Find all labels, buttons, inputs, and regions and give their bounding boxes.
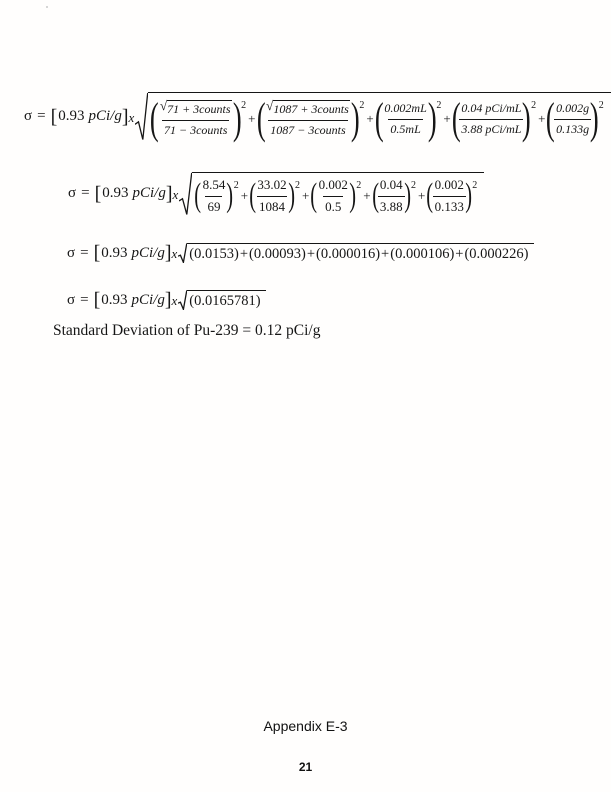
coefficient-value: 0.93 — [102, 185, 129, 202]
left-paren: ( — [150, 94, 160, 143]
scan-speck — [46, 6, 48, 8]
left-paren: ( — [194, 177, 202, 215]
fraction — [378, 177, 405, 216]
equation-1 — [24, 92, 611, 141]
coefficient-unit: pCi/g — [88, 108, 122, 124]
coefficient-value: 0.93 — [101, 291, 128, 308]
multiply-sign: x — [128, 109, 135, 125]
radical-icon — [179, 172, 192, 216]
coefficient-unit: pCi/g — [131, 244, 165, 261]
sigma-symbol: σ — [24, 108, 33, 124]
coefficient-value: 0.93 — [101, 244, 128, 261]
exponent: 2 — [531, 100, 537, 111]
squared-ratio-term — [311, 177, 361, 216]
plus-sign: + — [248, 111, 256, 126]
right-paren: ) — [226, 177, 234, 215]
right-paren: ) — [403, 177, 411, 215]
plus-sign: + — [417, 188, 426, 204]
fraction — [433, 177, 466, 216]
fraction-numerator: 0.04 — [379, 177, 403, 192]
page-number: 21 — [298, 760, 313, 774]
variance-term: (0.00093) — [249, 246, 306, 262]
fraction-numerator: 33.02 — [257, 177, 287, 192]
plus-sign: + — [240, 188, 249, 204]
left-paren: ( — [374, 94, 384, 143]
squared-ratio-term — [546, 94, 604, 143]
left-bracket: [ — [94, 182, 102, 205]
coefficient-unit: pCi/g — [131, 291, 165, 308]
exponent: 2 — [233, 180, 239, 191]
appendix-label: Appendix E-3 — [263, 718, 348, 734]
fraction — [158, 97, 234, 138]
fraction-numerator: 0.04 pCi/mL — [461, 100, 522, 115]
fraction-numerator — [158, 97, 234, 120]
right-paren: ) — [287, 177, 295, 215]
radical-icon — [135, 92, 148, 141]
fraction — [554, 101, 591, 137]
fraction-numerator: 0.002 — [434, 177, 464, 192]
variance-term: (0.0153) — [189, 246, 239, 262]
fraction-numerator: 0.002g — [556, 100, 590, 115]
exponent: 2 — [359, 100, 365, 111]
squared-ratio-term — [150, 94, 247, 143]
fraction — [255, 177, 288, 216]
exponent: 2 — [241, 100, 247, 111]
fraction-denominator: 0.133 — [433, 196, 466, 216]
coefficient-unit: pCi/g — [132, 185, 166, 202]
squared-ratio-term — [256, 94, 365, 143]
fraction-denominator: 0.133g — [554, 119, 591, 138]
multiply-sign: x — [172, 186, 179, 202]
fraction-numerator — [264, 97, 352, 120]
radicand — [192, 172, 484, 216]
equation-prefix — [24, 107, 134, 127]
plus-sign: + — [538, 111, 546, 126]
fraction — [459, 101, 523, 137]
right-bracket: ] — [164, 289, 172, 311]
equals-sign: = — [80, 291, 89, 308]
fraction-denominator: 3.88 pCi/mL — [459, 119, 523, 138]
multiply-sign: x — [171, 293, 178, 308]
left-paren: ( — [310, 177, 318, 215]
right-paren: ) — [590, 94, 599, 143]
fraction — [264, 97, 352, 138]
plus-sign: + — [301, 188, 310, 204]
inner-radicand: 1087 + 3counts — [273, 101, 349, 116]
squared-ratio-term — [250, 177, 300, 216]
radical-icon — [178, 290, 187, 310]
left-paren: ( — [546, 94, 556, 143]
squared-ratio-term — [195, 177, 238, 216]
plus-sign: + — [443, 111, 451, 126]
exponent: 2 — [598, 100, 604, 111]
fraction-denominator: 71 − 3counts — [162, 120, 229, 139]
radical-icon: √ — [159, 97, 168, 113]
right-paren: ) — [465, 177, 472, 215]
radicand — [148, 92, 610, 141]
sigma-symbol: σ — [68, 185, 77, 202]
radicand — [187, 243, 533, 263]
inner-square-root — [159, 97, 232, 118]
fraction-denominator: 0.5 — [323, 196, 343, 216]
square-root — [179, 172, 484, 216]
square-root — [178, 290, 265, 310]
fraction-numerator: 0.002 — [318, 177, 348, 192]
plus-sign: + — [381, 246, 390, 262]
radical-icon: √ — [266, 97, 274, 113]
variance-term: (0.000016) — [316, 246, 381, 262]
equation-3 — [67, 243, 534, 263]
left-bracket: [ — [93, 242, 101, 264]
plus-sign: + — [306, 246, 315, 262]
right-paren: ) — [522, 94, 532, 143]
squared-ratio-term — [427, 177, 477, 216]
plus-sign: + — [239, 246, 249, 262]
fraction-numerator: 0.002mL — [384, 100, 427, 115]
inner-square-root — [266, 97, 350, 118]
left-paren: ( — [371, 177, 379, 215]
result-statement: Standard Deviation of Pu-239 = 0.12 pCi/g — [53, 322, 321, 339]
right-bracket: ] — [164, 242, 172, 264]
exponent: 2 — [294, 180, 300, 191]
squared-ratio-term — [373, 177, 416, 216]
fraction-denominator: 1087 − 3counts — [268, 120, 347, 139]
right-bracket: ] — [121, 105, 129, 128]
squared-ratio-term — [374, 94, 442, 143]
left-paren: ( — [256, 94, 266, 143]
left-paren: ( — [249, 177, 257, 215]
exponent: 2 — [356, 180, 362, 191]
equals-sign: = — [81, 185, 90, 202]
plus-sign: + — [455, 246, 464, 262]
variance-term: (0.000106) — [390, 246, 455, 262]
fraction — [201, 177, 228, 216]
radical-icon — [178, 243, 187, 263]
plus-sign: + — [366, 111, 374, 126]
fraction-denominator: 3.88 — [378, 196, 405, 216]
radicand — [187, 290, 265, 310]
inner-radicand: 71 + 3counts — [167, 101, 231, 116]
coefficient-value: 0.93 — [58, 108, 85, 124]
fraction — [382, 101, 428, 137]
sigma-symbol: σ — [67, 244, 76, 261]
left-bracket: [ — [93, 289, 101, 311]
sigma-symbol: σ — [67, 291, 76, 308]
exponent: 2 — [436, 100, 442, 111]
right-paren: ) — [349, 177, 356, 215]
left-paren: ( — [451, 94, 461, 143]
fraction-denominator: 0.5mL — [388, 119, 422, 138]
fraction-denominator: 1084 — [257, 196, 287, 216]
equals-sign: = — [37, 108, 46, 124]
equation-prefix — [67, 243, 177, 263]
left-bracket: [ — [50, 105, 58, 128]
fraction-denominator: 69 — [205, 196, 222, 216]
equation-prefix — [67, 290, 177, 310]
equation-4 — [67, 290, 266, 310]
exponent: 2 — [410, 180, 416, 191]
left-paren: ( — [426, 177, 434, 215]
exponent: 2 — [472, 180, 478, 191]
fraction — [317, 177, 350, 216]
right-paren: ) — [350, 94, 360, 143]
equals-sign: = — [80, 244, 89, 261]
variance-term: (0.000226) — [464, 246, 529, 262]
fraction-numerator: 8.54 — [202, 177, 226, 192]
right-paren: ) — [232, 94, 242, 143]
plus-sign: + — [363, 188, 371, 204]
square-root — [178, 243, 533, 263]
right-paren: ) — [427, 94, 437, 143]
total-variance-value: (0.0165781) — [189, 293, 261, 309]
square-root — [135, 92, 610, 141]
squared-ratio-term — [451, 94, 537, 143]
equation-prefix — [68, 184, 178, 204]
equation-2 — [68, 172, 484, 216]
multiply-sign: x — [171, 246, 178, 261]
right-bracket: ] — [165, 182, 173, 205]
